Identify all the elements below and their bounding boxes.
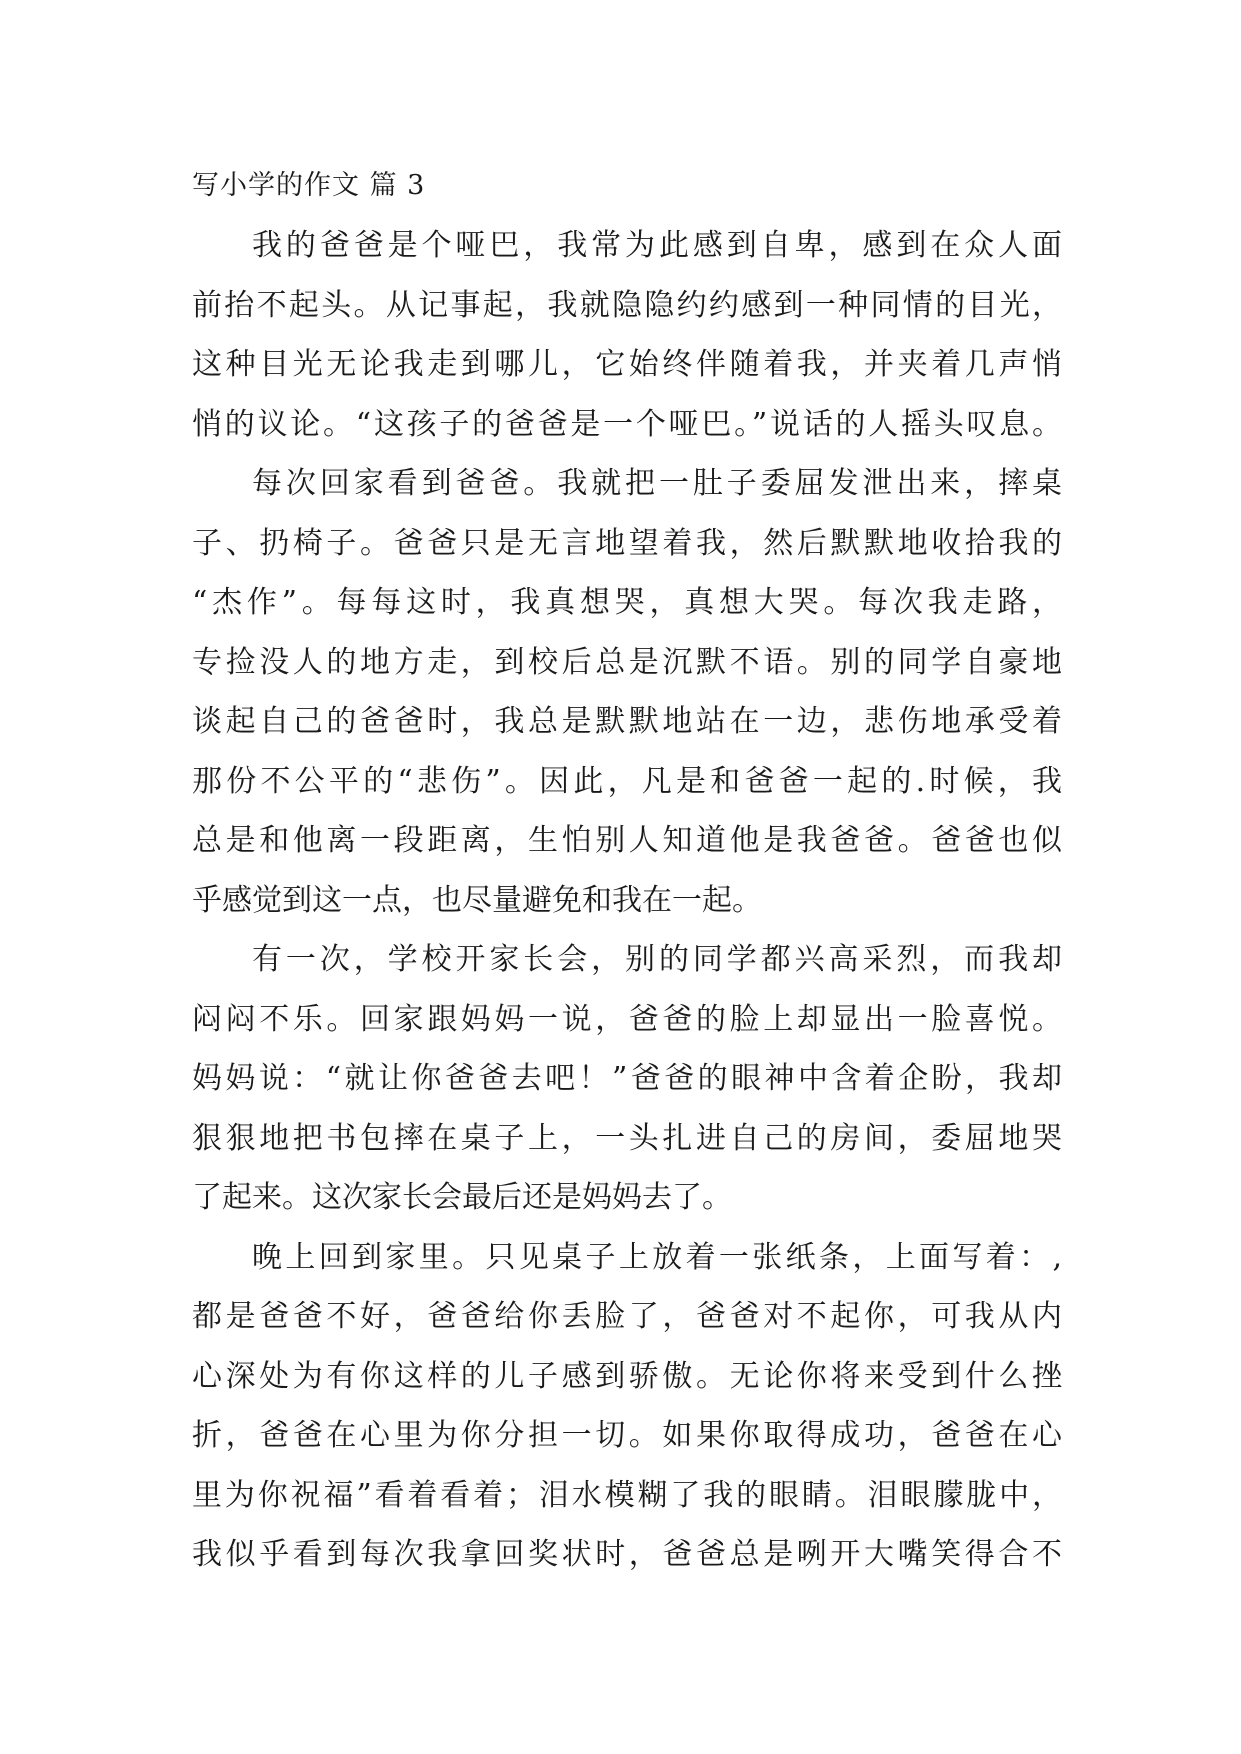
text-line: 前抬不起头。从记事起，我就隐隐约约感到一种同情的目光， [192,287,1062,323]
document-title: 写小学的作文 篇 3 [192,170,426,201]
text-line: 有一次，学校开家长会，别的同学都兴高采烈，而我却 [252,942,1062,977]
text-line: 我似乎看到每次我拿回奖状时，爸爸总是咧开大嘴笑得合不 [192,1537,1062,1572]
text-line: 心深处为有你这样的儿子感到骄傲。无论你将来受到什么挫 [192,1358,1062,1394]
text-line: 了起来。这次家长会最后还是妈妈去了。 [192,1180,732,1215]
text-line: 那份不公平的“悲伤”。因此，凡是和爸爸一起的.时候，我 [192,763,1062,799]
text-line: 专捡没人的地方走，到校后总是沉默不语。别的同学自豪地 [192,644,1062,680]
paragraph [192,930,1062,1228]
text-line: 晚上回到家里。只见桌子上放着一张纸条，上面写着：, [252,1239,1062,1275]
text-line: 折，爸爸在心里为你分担一切。如果你取得成功，爸爸在心 [192,1418,1062,1453]
text-line: 闷闷不乐。回家跟妈妈一说，爸爸的脸上却显出一脸喜悦。 [192,1001,1062,1037]
text-line: 都是爸爸不好，爸爸给你丢脸了，爸爸对不起你，可我从内 [192,1299,1062,1334]
text-line: “杰作”。每每这时，我真想哭，真想大哭。每次我走路， [192,585,1062,620]
document-body [192,216,1062,1585]
text-line: 里为你祝福”看着看着；泪水模糊了我的眼睛。泪眼朦胧中， [192,1477,1062,1513]
text-line: 我的爸爸是个哑巴，我常为此感到自卑，感到在众人面 [252,228,1062,263]
text-line: 这种目光无论我走到哪儿，它始终伴随着我，并夹着几声悄 [192,347,1062,382]
paragraph [192,216,1062,454]
text-line: 乎感觉到这一点，也尽量避免和我在一起。 [192,882,762,918]
text-line: 妈妈说：“就让你爸爸去吧！”爸爸的眼神中含着企盼，我却 [192,1061,1062,1096]
text-line: 子、扔椅子。爸爸只是无言地望着我，然后默默地收拾我的 [192,525,1062,561]
text-line: 悄的议论。“这孩子的爸爸是一个哑巴。”说话的人摇头叹息。 [192,406,1062,442]
text-line: 总是和他离一段距离，生怕别人知道他是我爸爸。爸爸也似 [192,823,1062,858]
paragraph [192,1228,1062,1585]
paragraph [192,454,1062,930]
text-line: 狠狠地把书包摔在桌子上，一头扎进自己的房间，委屈地哭 [192,1120,1062,1156]
text-line: 谈起自己的爸爸时，我总是默默地站在一边，悲伤地承受着 [192,704,1062,739]
text-line: 每次回家看到爸爸。我就把一肚子委屈发泄出来，摔桌 [252,466,1062,501]
